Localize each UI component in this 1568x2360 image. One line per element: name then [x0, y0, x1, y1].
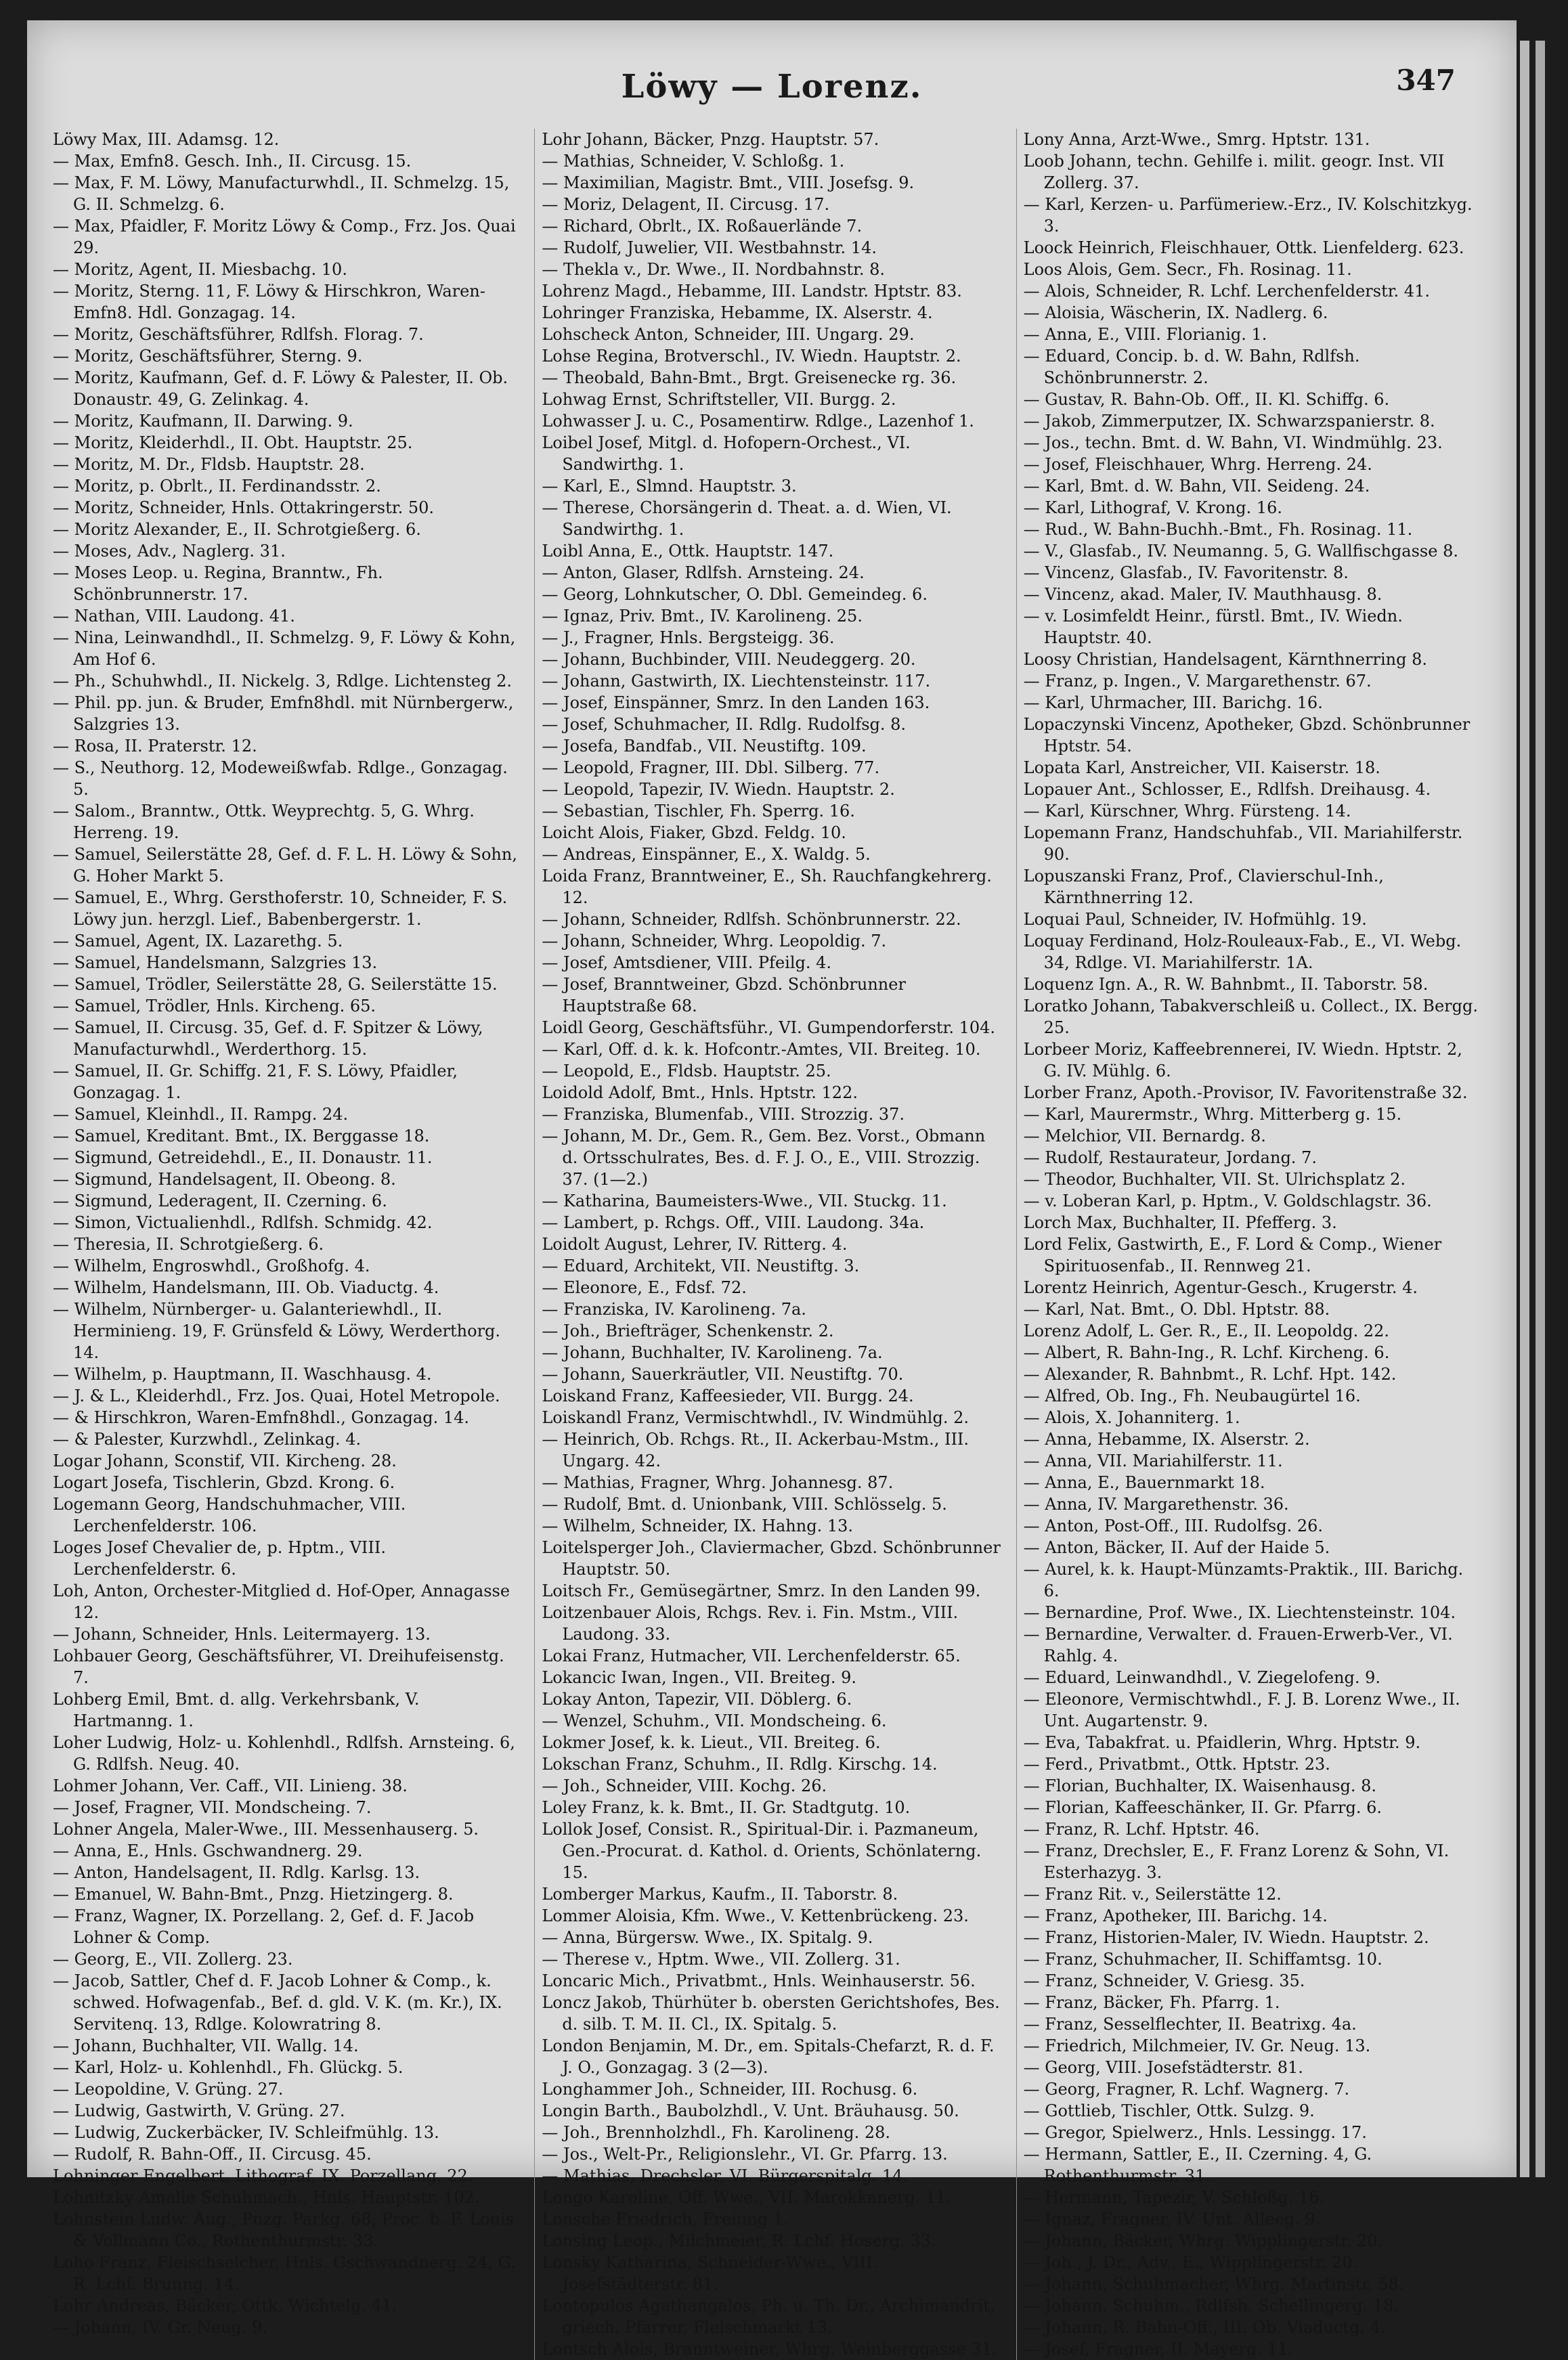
directory-entry: — Franz, Historien-Maler, IV. Wiedn. Hauptstr. 2. [1023, 1928, 1429, 1947]
directory-entry: — Franz, R. Lchf. Hptstr. 46. [1023, 1820, 1260, 1839]
directory-entry: — Eduard, Concip. b. d. W. Bahn, Rdlfsh. Schönbrunnerstr. 2. [1023, 347, 1360, 387]
directory-entry: — Mathias, Drechsler, VI. Bürgerspitalg. 14. [542, 2166, 909, 2185]
directory-entry: — J. & L., Kleiderhdl., Frz. Jos. Quai, Hotel Metropole. [53, 1386, 500, 1405]
directory-entry: — Leopold, Tapezir, IV. Wiedn. Hauptstr. 2. [542, 780, 895, 799]
directory-entry: — Moritz, Geschäftsführer, Sterng. 9. [53, 347, 363, 366]
directory-entry: Loncaric Mich., Privatbmt., Hnls. Weinhauserstr. 56. [542, 1971, 976, 1990]
directory-entry: — Moritz, Schneider, Hnls. Ottakringerstr. 50. [53, 498, 435, 517]
directory-entry: Lorenz Adolf, L. Ger. R., E., II. Leopoldg. 22. [1023, 1321, 1390, 1340]
directory-entry: — Simon, Victualienhdl., Rdlfsh. Schmidg. 42. [53, 1213, 433, 1232]
directory-entry: Lohr Johann, Bäcker, Pnzg. Hauptstr. 57. [542, 130, 879, 149]
directory-entry: Lohnstein Ludw. Aug., Pnzg. Parkg. 68, Proc. b. F. Louis & Vollmann Co., Rothenthurmstr. 33. [53, 2210, 515, 2250]
directory-entry: Loncz Jakob, Thürhüter b. obersten Gerichtshofes, Bes. d. silb. T. M. II. Cl., IX. Spitalg. 5. [542, 1993, 1000, 2034]
page-header [27, 47, 1517, 122]
directory-entry: — Samuel, Trödler, Seilerstätte 28, G. Seilerstätte 15. [53, 975, 498, 994]
directory-entry: — Moritz Alexander, E., II. Schrotgießerg. 6. [53, 520, 421, 539]
directory-entry: — Theobald, Bahn-Bmt., Brgt. Greisenecke rg. 36. [542, 368, 957, 387]
directory-entry: — Wilhelm, Nürnberger- u. Galanteriewhdl., II. Herminieng. 19, F. Grünsfeld & Löwy, Werderthorg. 14. [53, 1300, 501, 1362]
running-head: Löwy — Lorenz. [621, 68, 923, 106]
directory-entry: — Georg, E., VII. Zollerg. 23. [53, 1950, 293, 1969]
directory-entry: — Therese, Chorsängerin d. Theat. a. d. Wien, VI. Sandwirthg. 1. [542, 498, 952, 539]
directory-entry: — Josef, Einspänner, Smrz. In den Landen 163. [542, 693, 930, 712]
directory-entry: — Samuel, Seilerstätte 28, Gef. d. F. L. H. Löwy & Sohn, G. Hoher Markt 5. [53, 845, 517, 886]
directory-columns [53, 129, 1483, 2359]
directory-entry: Logart Josefa, Tischlerin, Gbzd. Krong. 6. [53, 1473, 395, 1492]
directory-entry: Loitsch Fr., Gemüsegärtner, Smrz. In den Landen 99. [542, 1581, 981, 1600]
directory-entry: — Johann, M. Dr., Gem. R., Gem. Bez. Vorst., Obmann d. Ortsschulrates, Bes. d. F. J. O., E., VIII. Strozzig. 37. (1—2.) [542, 1127, 986, 1189]
directory-entry: — Samuel, II. Circusg. 35, Gef. d. F. Spitzer & Löwy, Manufacturwhdl., Werderthorg. 15. [53, 1018, 483, 1059]
directory-entry: — Samuel, Kreditant. Bmt., IX. Berggasse 18. [53, 1127, 430, 1145]
directory-entry: — Leopold, E., Fldsb. Hauptstr. 25. [542, 1062, 831, 1080]
directory-entry: Lony Anna, Arzt-Wwe., Smrg. Hptstr. 131. [1023, 130, 1370, 149]
directory-entry: — Jos., techn. Bmt. d. W. Bahn, VI. Windmühlg. 23. [1023, 433, 1443, 452]
directory-entry: Loidolt August, Lehrer, IV. Ritterg. 4. [542, 1235, 848, 1254]
directory-entry: Loitzenbauer Alois, Rchgs. Rev. i. Fin. Mstm., VIII. Laudong. 33. [542, 1603, 959, 1644]
directory-entry: Longin Barth., Baubolzhdl., V. Unt. Bräuhausg. 50. [542, 2101, 959, 2120]
directory-entry: — Richard, Obrlt., IX. Roßauerlände 7. [542, 217, 863, 236]
directory-entry: — Sigmund, Handelsagent, II. Obeong. 8. [53, 1170, 396, 1189]
directory-entry: — Josef, Amtsdiener, VIII. Pfeilg. 4. [542, 953, 832, 972]
directory-entry: — Moritz, Agent, II. Miesbachg. 10. [53, 260, 347, 279]
directory-entry: — Rud., W. Bahn-Buchh.-Bmt., Fh. Rosinag. 11. [1023, 520, 1413, 539]
directory-entry: — Rudolf, Bmt. d. Unionbank, VIII. Schlösselg. 5. [542, 1495, 947, 1514]
directory-entry: — & Palester, Kurzwhdl., Zelinkag. 4. [53, 1430, 362, 1449]
directory-entry: — Rudolf, Juwelier, VII. Westbahnstr. 14. [542, 238, 877, 257]
directory-entry: — Katharina, Baumeisters-Wwe., VII. Stuckg. 11. [542, 1192, 947, 1210]
directory-entry: — Moritz, p. Obrlt., II. Ferdinandsstr. 2. [53, 477, 381, 496]
directory-entry: — Jacob, Sattler, Chef d. F. Jacob Lohner & Comp., k. schwed. Hofwagenfab., Bef. d. gld. V. K. (m. Kr.), IX. Servitenq. 13, Rdlge. Kolowratring 8. [53, 1971, 502, 2034]
directory-entry: Loges Josef Chevalier de, p. Hptm., VIII. Lerchenfelderstr. 6. [53, 1538, 386, 1579]
directory-entry: — Salom., Branntw., Ottk. Weyprechtg. 5, G. Whrg. Herreng. 19. [53, 802, 475, 842]
directory-entry: — Nina, Leinwandhdl., II. Schmelzg. 9, F. Löwy & Kohn, Am Hof 6. [53, 628, 516, 669]
directory-entry: Lokancic Iwan, Ingen., VII. Breiteg. 9. [542, 1668, 857, 1687]
directory-entry: — V., Glasfab., IV. Neumanng. 5, G. Wallfischgasse 8. [1023, 542, 1458, 561]
directory-entry: — Karl, Maurermstr., Whrg. Mitterberg g. 15. [1023, 1105, 1402, 1124]
directory-entry: Lontsch Alois, Branntweiner, Whrg. Weinberggasse 31. [542, 2340, 997, 2359]
directory-entry: — Johann, Schneider, Rdlfsh. Schönbrunnerstr. 22. [542, 910, 961, 929]
directory-entry: Lopauer Ant., Schlosser, E., Rdlfsh. Dreihausg. 4. [1023, 780, 1431, 799]
directory-entry: — Franz, Sesselflechter, II. Beatrixg. 4a. [1023, 2015, 1357, 2034]
directory-entry: Lohscheck Anton, Schneider, III. Ungarg. 29. [542, 325, 915, 344]
directory-entry: — Vincenz, Glasfab., IV. Favoritenstr. 8. [1023, 563, 1349, 582]
directory-entry: Lorentz Heinrich, Agentur-Gesch., Krugerstr. 4. [1023, 1278, 1418, 1297]
directory-entry: — Johann, Buchhalter, VII. Wallg. 14. [53, 2036, 359, 2055]
directory-entry: — Ph., Schuhwhdl., II. Nickelg. 3, Rdlge. Lichtensteg 2. [53, 672, 513, 691]
directory-entry: Löwy Max, III. Adamsg. 12. [53, 130, 280, 149]
directory-entry: Lohringer Franziska, Hebamme, IX. Alserstr. 4. [542, 303, 933, 322]
directory-entry: — Johann, R. Bahn-Off., III. Ob. Viaductg. 4. [1023, 2318, 1386, 2337]
directory-entry: Lohner Angela, Maler-Wwe., III. Messenhauserg. 5. [53, 1820, 479, 1839]
directory-entry: — Aurel, k. k. Haupt-Münzamts-Praktik., III. Barichg. 6. [1023, 1560, 1464, 1600]
directory-entry: — Georg, VIII. Josefstädterstr. 81. [1023, 2058, 1303, 2077]
directory-entry: — Sigmund, Getreidehdl., E., II. Donaustr. 11. [53, 1148, 433, 1167]
directory-entry: — Johann, Gastwirth, IX. Liechtensteinstr. 117. [542, 672, 931, 691]
directory-entry: — Melchior, VII. Bernardg. 8. [1023, 1127, 1266, 1145]
directory-entry: — Alois, Schneider, R. Lchf. Lerchenfelderstr. 41. [1023, 282, 1430, 301]
directory-entry: Lopemann Franz, Handschuhfab., VII. Mariahilferstr. 90. [1023, 823, 1463, 864]
directory-entry: Lord Felix, Gastwirth, E., F. Lord & Comp., Wiener Spirituosenfab., II. Rennweg 21. [1023, 1235, 1442, 1275]
column-middle [534, 129, 1001, 2360]
directory-entry: — Maximilian, Magistr. Bmt., VIII. Josefsg. 9. [542, 173, 915, 192]
directory-entry: Loob Johann, techn. Gehilfe i. milit. geogr. Inst. VII Zollerg. 37. [1023, 152, 1445, 192]
directory-entry: Loiskand Franz, Kaffeesieder, VII. Burgg. 24. [542, 1386, 914, 1405]
directory-entry: — Eduard, Architekt, VII. Neustiftg. 3. [542, 1257, 860, 1275]
directory-entry: — Samuel, E., Whrg. Gersthoferstr. 10, Schneider, F. S. Löwy jun. herzgl. Lief., Babenbergerstr. 1. [53, 888, 508, 929]
directory-entry: — Anton, Glaser, Rdlfsh. Arnsteing. 24. [542, 563, 865, 582]
directory-entry: — Ignaz, Fragner, IV. Unt. Alleeg. 9. [1023, 2210, 1321, 2229]
directory-entry: — Anna, Hebamme, IX. Alserstr. 2. [1023, 1430, 1310, 1449]
directory-entry: — Wilhelm, Schneider, IX. Hahng. 13. [542, 1516, 854, 1535]
directory-entry: — Leopoldine, V. Grüng. 27. [53, 2080, 284, 2099]
column-right [1016, 129, 1483, 2360]
directory-entry: — Sigmund, Lederagent, II. Czerning. 6. [53, 1192, 387, 1210]
directory-entry: — Eleonore, Vermischtwhdl., F. J. B. Lorenz Wwe., II. Unt. Augartenstr. 9. [1023, 1690, 1460, 1730]
directory-entry: — Georg, Lohnkutscher, O. Dbl. Gemeindeg. 6. [542, 585, 928, 604]
directory-entry: Loicht Alois, Fiaker, Gbzd. Feldg. 10. [542, 823, 846, 842]
directory-entry: Longhammer Joh., Schneider, III. Rochusg. 6. [542, 2080, 918, 2099]
directory-entry: — Florian, Buchhalter, IX. Waisenhausg. 8. [1023, 1776, 1377, 1795]
directory-entry: — Josef, Schuhmacher, II. Rdlg. Rudolfsg. 8. [542, 715, 907, 734]
directory-entry: Lohwag Ernst, Schriftsteller, VII. Burgg. 2. [542, 390, 896, 409]
directory-entry: Lopata Karl, Anstreicher, VII. Kaiserstr. 18. [1023, 758, 1380, 777]
directory-entry: Loos Alois, Gem. Secr., Fh. Rosinag. 11. [1023, 260, 1352, 279]
directory-entry: — Karl, Off. d. k. k. Hofcontr.-Amtes, VII. Breiteg. 10. [542, 1040, 981, 1059]
directory-entry: — Emanuel, W. Bahn-Bmt., Pnzg. Hietzingerg. 8. [53, 1885, 454, 1904]
directory-entry: Loquai Paul, Schneider, IV. Hofmühlg. 19. [1023, 910, 1367, 929]
page-edge [1520, 41, 1529, 2177]
directory-entry: Lonsing Leop., Milchmeier, R. Lchf. Hoserg. 33. [542, 2231, 936, 2250]
directory-entry: — Josef, Fragner, VII. Mondscheing. 7. [53, 1798, 372, 1817]
directory-entry: — Friedrich, Milchmeier, IV. Gr. Neug. 13. [1023, 2036, 1371, 2055]
directory-entry: — Moritz, Kaufmann, Gef. d. F. Löwy & Palester, II. Ob. Donaustr. 49, G. Zelinkag. 4. [53, 368, 508, 409]
directory-entry: — Franz Rit. v., Seilerstätte 12. [1023, 1885, 1282, 1904]
directory-entry: — Johann, Schneider, Hnls. Leitermayerg. 13. [53, 1625, 431, 1644]
directory-entry: Lohwasser J. u. C., Posamentirw. Rdlge., Lazenhof 1. [542, 412, 974, 431]
directory-entry: — Alois, X. Johanniterg. 1. [1023, 1408, 1240, 1427]
directory-entry: — Gregor, Spielwerz., Hnls. Lessingg. 17. [1023, 2123, 1367, 2142]
directory-entry: Loquenz Ign. A., R. W. Bahnbmt., II. Taborstr. 58. [1023, 975, 1429, 994]
directory-entry: Lorbeer Moriz, Kaffeebrennerei, IV. Wiedn. Hptstr. 2, G. IV. Mühlg. 6. [1023, 1040, 1462, 1080]
directory-entry: — Joh., Brennholzhdl., Fh. Karolineng. 28. [542, 2123, 890, 2142]
directory-entry: Lokai Franz, Hutmacher, VII. Lerchenfelderstr. 65. [542, 1646, 961, 1665]
directory-entry: Loho Franz, Fleischselcher, Hnls. Gschwandnerg. 24, G. R. Lchf. Brunng. 14. [53, 2253, 516, 2294]
directory-entry: — Josef, Fragner, II. Mayerg. 11. [1023, 2340, 1293, 2359]
directory-entry: — & Hirschkron, Waren-Emfn8hdl., Gonzagag. 14. [53, 1408, 469, 1427]
directory-entry: Lorch Max, Buchhalter, II. Pfefferg. 3. [1023, 1213, 1337, 1232]
directory-entry: — Moses, Adv., Naglerg. 31. [53, 542, 286, 561]
directory-entry: — Moritz, Sterng. 11, F. Löwy & Hirschkron, Waren-Emfn8. Hdl. Gonzagag. 14. [53, 282, 485, 322]
directory-entry: — Ludwig, Zuckerbäcker, IV. Schleifmühlg. 13. [53, 2123, 439, 2142]
directory-entry: Loidold Adolf, Bmt., Hnls. Hptstr. 122. [542, 1083, 858, 1102]
directory-entry: Loquay Ferdinand, Holz-Rouleaux-Fab., E., VI. Webg. 34, Rdlge. VI. Mariahilferstr. 1A. [1023, 932, 1462, 972]
directory-entry: — Anna, VII. Mariahilferstr. 11. [1023, 1451, 1283, 1470]
directory-entry: — Georg, Fragner, R. Lchf. Wagnerg. 7. [1023, 2080, 1350, 2099]
directory-entry: — Franziska, Blumenfab., VIII. Strozzig. 37. [542, 1105, 905, 1124]
directory-entry: — Bernardine, Prof. Wwe., IX. Liechtensteinstr. 104. [1023, 1603, 1456, 1622]
directory-entry: — Therese v., Hptm. Wwe., VII. Zollerg. 31. [542, 1950, 900, 1969]
directory-entry: Lohrenz Magd., Hebamme, III. Landstr. Hptstr. 83. [542, 282, 962, 301]
directory-entry: Lonsky Katharina, Schneider-Wwe., VIII. Josefstädterstr. 81. [542, 2253, 878, 2294]
directory-entry: — J., Fragner, Hnls. Bergsteigg. 36. [542, 628, 835, 647]
directory-entry: Lokmer Josef, k. k. Lieut., VII. Breiteg. 6. [542, 1733, 881, 1752]
directory-entry: — v. Losimfeldt Heinr., fürstl. Bmt., IV. Wiedn. Hauptstr. 40. [1023, 607, 1403, 647]
page-number: 347 [1396, 64, 1456, 97]
directory-entry: — Eduard, Leinwandhdl., V. Ziegelofeng. 9. [1023, 1668, 1381, 1687]
directory-entry: — Phil. pp. jun. & Bruder, Emfn8hdl. mit Nürnbergerw., Salzgries 13. [53, 693, 514, 734]
directory-entry: — Samuel, Handelsmann, Salzgries 13. [53, 953, 378, 972]
directory-entry: Lommer Aloisia, Kfm. Wwe., V. Kettenbrückeng. 23. [542, 1906, 969, 1925]
directory-entry: Loher Ludwig, Holz- u. Kohlenhdl., Rdlfsh. Arnsteing. 6, G. Rdlfsh. Neug. 40. [53, 1733, 515, 1774]
directory-entry: — Moritz, M. Dr., Fldsb. Hauptstr. 28. [53, 455, 365, 474]
page-edge [1536, 41, 1545, 2177]
directory-entry: — Theodor, Buchhalter, VII. St. Ulrichsplatz 2. [1023, 1170, 1406, 1189]
directory-entry: — Moritz, Geschäftsführer, Rdlfsh. Florag. 7. [53, 325, 424, 344]
directory-entry: Lokay Anton, Tapezir, VII. Döblerg. 6. [542, 1690, 852, 1709]
directory-entry: — Johann, Schneider, Whrg. Leopoldig. 7. [542, 932, 887, 950]
directory-entry: — Anna, IV. Margarethenstr. 36. [1023, 1495, 1289, 1514]
directory-entry: — Moses Leop. u. Regina, Branntw., Fh. Schönbrunnerstr. 17. [53, 563, 383, 604]
directory-entry: — Hermann, Sattler, E., II. Czerning. 4, G. Rothenthurmstr. 31. [1023, 2145, 1372, 2185]
directory-entry: — Rosa, II. Praterstr. 12. [53, 737, 257, 756]
column-left [53, 129, 519, 2360]
directory-entry: — Thekla v., Dr. Wwe., II. Nordbahnstr. 8. [542, 260, 886, 279]
directory-entry: Loida Franz, Branntweiner, E., Sh. Rauchfangkehrerg. 12. [542, 867, 992, 907]
directory-entry: — Rudolf, R. Bahn-Off., II. Circusg. 45. [53, 2145, 372, 2164]
directory-entry: — Franz, p. Ingen., V. Margarethenstr. 67. [1023, 672, 1372, 691]
directory-entry: Loibel Josef, Mitgl. d. Hofopern-Orchest., VI. Sandwirthg. 1. [542, 433, 911, 474]
directory-entry: Loratko Johann, Tabakverschleiß u. Collect., IX. Bergg. 25. [1023, 997, 1478, 1037]
directory-entry: Lohbauer Georg, Geschäftsführer, VI. Dreihufeisenstg. 7. [53, 1646, 504, 1687]
directory-entry: — Aloisia, Wäscherin, IX. Nadlerg. 6. [1023, 303, 1328, 322]
directory-entry: Loiskandl Franz, Vermischtwhdl., IV. Windmühlg. 2. [542, 1408, 969, 1427]
directory-entry: — Heinrich, Ob. Rchgs. Rt., II. Ackerbau-Mstm., III. Ungarg. 42. [542, 1430, 970, 1470]
directory-entry: Lollok Josef, Consist. R., Spiritual-Dir. i. Pazmaneum, Gen.-Procurat. d. Kathol. d. Orients, Schönlaterng. 15. [542, 1820, 982, 1882]
directory-entry: Loibl Anna, E., Ottk. Hauptstr. 147. [542, 542, 834, 561]
directory-entry: Logemann Georg, Handschuhmacher, VIII. Lerchenfelderstr. 106. [53, 1495, 406, 1535]
directory-entry: Lohmer Johann, Ver. Caff., VII. Linieng. 38. [53, 1776, 408, 1795]
directory-entry: — Joh., J. Dr., Adv., E., Wipplingerstr. 20. [1023, 2253, 1358, 2272]
directory-entry: Lomberger Markus, Kaufm., II. Taborstr. 8. [542, 1885, 898, 1904]
directory-entry: — Moritz, Kaufmann, II. Darwing. 9. [53, 412, 353, 431]
directory-entry: — Nathan, VIII. Laudong. 41. [53, 607, 295, 626]
directory-entry: — Bernardine, Verwalter. d. Frauen-Erwerb-Ver., VI. Rahlg. 4. [1023, 1625, 1453, 1665]
directory-entry: — Johann, Bäcker, Whrg. Wipplingerstr. 20. [1023, 2231, 1383, 2250]
directory-entry: — Albert, R. Bahn-Ing., R. Lchf. Kircheng. 6. [1023, 1343, 1390, 1362]
directory-entry: — Karl, Kerzen- u. Parfümeriew.-Erz., IV. Kolschitzkyg. 3. [1023, 195, 1473, 236]
directory-entry: — Karl, Kürschner, Whrg. Fürsteng. 14. [1023, 802, 1351, 821]
directory-entry: — Franz, Schneider, V. Griesg. 35. [1023, 1971, 1305, 1990]
directory-entry: — Anna, E., Bauernmarkt 18. [1023, 1473, 1265, 1492]
directory-entry: Lontopulos Agathangalos, Ph. u. Th. Dr., Archimandrit, griech. Pfarrer, Fleischmarkt 13. [542, 2296, 995, 2337]
directory-entry: — Sebastian, Tischler, Fh. Sperrg. 16. [542, 802, 855, 821]
directory-entry: Loitelsperger Joh., Claviermacher, Gbzd. Schönbrunner Hauptstr. 50. [542, 1538, 1001, 1579]
directory-entry: — Max, F. M. Löwy, Manufacturwhdl., II. Schmelzg. 15, G. II. Schmelzg. 6. [53, 173, 510, 214]
directory-entry: Lopuszanski Franz, Prof., Clavierschul-Inh., Kärnthnerring 12. [1023, 867, 1384, 907]
directory-entry: Lorber Franz, Apoth.-Provisor, IV. Favoritenstraße 32. [1023, 1083, 1468, 1102]
directory-entry: — Johann, Schuhm., Rdlfsh. Schellingerg. 18. [1023, 2296, 1399, 2315]
directory-entry: — Mathias, Fragner, Whrg. Johannesg. 87. [542, 1473, 894, 1492]
directory-entry: Loosy Christian, Handelsagent, Kärnthnerring 8. [1023, 650, 1428, 669]
directory-entry: — Samuel, Agent, IX. Lazarethg. 5. [53, 932, 343, 950]
directory-entry: Lohse Regina, Brotverschl., IV. Wiedn. Hauptstr. 2. [542, 347, 961, 366]
directory-entry: — Johann, Buchhalter, IV. Karolineng. 7a. [542, 1343, 883, 1362]
directory-entry: — Jos., Welt-Pr., Religionslehr., VI. Gr. Pfarrg. 13. [542, 2145, 948, 2164]
directory-entry: — Karl, Lithograf, V. Krong. 16. [1023, 498, 1283, 517]
directory-entry: Loock Heinrich, Fleischhauer, Ottk. Lienfelderg. 623. [1023, 238, 1464, 257]
directory-entry: — Johann, IV. Gr. Neug. 9. [53, 2318, 267, 2337]
directory-entry: Lohninger Engelbert, Lithograf, IX. Porzellang. 22. [53, 2166, 473, 2185]
directory-entry: — Wenzel, Schuhm., VII. Mondscheing. 6. [542, 1711, 887, 1730]
directory-entry: — Josef, Fleischhauer, Whrg. Herreng. 24. [1023, 455, 1372, 474]
directory-entry: — Samuel, Trödler, Hnls. Kircheng. 65. [53, 997, 376, 1015]
directory-entry: — Anton, Post-Off., III. Rudolfsg. 26. [1023, 1516, 1324, 1535]
directory-entry: Loley Franz, k. k. Bmt., II. Gr. Stadtgutg. 10. [542, 1798, 911, 1817]
directory-entry: — Lambert, p. Rchgs. Off., VIII. Laudong. 34a. [542, 1213, 925, 1232]
directory-entry: London Benjamin, M. Dr., em. Spitals-Chefarzt, R. d. F. J. O., Gonzagag. 3 (2—3). [542, 2036, 995, 2077]
directory-entry: Loh, Anton, Orchester-Mitglied d. Hof-Oper, Annagasse 12. [53, 1581, 510, 1622]
directory-entry: Longo Karoline, Off. Wwe., VII. Marokkanerg. 11. [542, 2188, 952, 2207]
directory-entry: Lohberg Emil, Bmt. d. allg. Verkehrsbank, V. Hartmanng. 1. [53, 1690, 420, 1730]
directory-entry: — Anton, Bäcker, II. Auf der Haide 5. [1023, 1538, 1330, 1557]
directory-entry: — Johann, Schuhmacher, Whrg. Martinstr. 58. [1023, 2275, 1404, 2294]
directory-page [27, 20, 1517, 2359]
directory-entry: Lohr Andreas, Bäcker, Ottk. Wichtelg. 41. [53, 2296, 397, 2315]
directory-entry: — Anna, E., VIII. Florianig. 1. [1023, 325, 1267, 344]
directory-entry: — Franziska, IV. Karolineng. 7a. [542, 1300, 806, 1319]
directory-entry: — Leopold, Fragner, III. Dbl. Silberg. 77. [542, 758, 880, 777]
directory-entry: — Moriz, Delagent, II. Circusg. 17. [542, 195, 830, 214]
directory-entry: — Alfred, Ob. Ing., Fh. Neubaugürtel 16. [1023, 1386, 1361, 1405]
directory-entry: — Max, Emfn8. Gesch. Inh., II. Circusg. 15. [53, 152, 412, 171]
directory-entry: — Gottlieb, Tischler, Ottk. Sulzg. 9. [1023, 2101, 1315, 2120]
directory-entry: — Max, Pfaidler, F. Moritz Löwy & Comp., Frz. Jos. Quai 29. [53, 217, 516, 257]
directory-entry: — Johann, Sauerkräutler, VII. Neustiftg. 70. [542, 1365, 904, 1384]
directory-entry: — Gustav, R. Bahn-Ob. Off., II. Kl. Schiffg. 6. [1023, 390, 1390, 409]
directory-entry: Lonsche Friedrich, Freiung 1. [542, 2210, 789, 2229]
directory-entry: Lopaczynski Vincenz, Apotheker, Gbzd. Schönbrunner Hptstr. 54. [1023, 715, 1471, 756]
directory-entry: — Wilhelm, Handelsmann, III. Ob. Viaductg. 4. [53, 1278, 439, 1297]
directory-entry: — Franz, Wagner, IX. Porzellang. 2, Gef. d. F. Jacob Lohner & Comp. [53, 1906, 475, 1947]
directory-entry: — Samuel, Kleinhdl., II. Rampg. 24. [53, 1105, 349, 1124]
directory-entry: — Anton, Handelsagent, II. Rdlg. Karlsg. 13. [53, 1863, 420, 1882]
directory-entry: — Josefa, Bandfab., VII. Neustiftg. 109. [542, 737, 867, 756]
directory-entry: — Joh., Briefträger, Schenkenstr. 2. [542, 1321, 834, 1340]
directory-entry: — Theresia, II. Schrotgießerg. 6. [53, 1235, 324, 1254]
directory-entry: — Ignaz, Priv. Bmt., IV. Karolineng. 25. [542, 607, 863, 626]
directory-entry: — Joh., Schneider, VIII. Kochg. 26. [542, 1776, 827, 1795]
directory-entry: — Vincenz, akad. Maler, IV. Mauthhausg. 8. [1023, 585, 1382, 604]
directory-entry: — Franz, Schuhmacher, II. Schiffamtsg. 10. [1023, 1950, 1382, 1969]
directory-entry: — S., Neuthorg. 12, Modeweißwfab. Rdlge., Gonzagag. 5. [53, 758, 508, 799]
directory-entry: — Franz, Drechsler, E., F. Franz Lorenz & Sohn, VI. Esterhazyg. 3. [1023, 1841, 1450, 1882]
directory-entry: — Wilhelm, Engroswhdl., Großhofg. 4. [53, 1257, 370, 1275]
directory-entry: — Alexander, R. Bahnbmt., R. Lchf. Hpt. 142. [1023, 1365, 1397, 1384]
directory-entry: Logar Johann, Sconstif, VII. Kircheng. 28. [53, 1451, 397, 1470]
directory-entry: — Karl, E., Slmnd. Hauptstr. 3. [542, 477, 797, 496]
directory-entry: — Anna, E., Hnls. Gschwandnerg. 29. [53, 1841, 363, 1860]
directory-entry: — Karl, Bmt. d. W. Bahn, VII. Seideng. 24. [1023, 477, 1370, 496]
directory-entry: — Florian, Kaffeeschänker, II. Gr. Pfarrg. 6. [1023, 1798, 1382, 1817]
directory-entry: — Moritz, Kleiderhdl., II. Obt. Hauptstr. 25. [53, 433, 413, 452]
directory-entry: — Karl, Nat. Bmt., O. Dbl. Hptstr. 88. [1023, 1300, 1330, 1319]
directory-entry: — Wilhelm, p. Hauptmann, II. Waschhausg. 4. [53, 1365, 432, 1384]
directory-entry: — Eleonore, E., Fdsf. 72. [542, 1278, 747, 1297]
directory-entry: — Josef, Branntweiner, Gbzd. Schönbrunner Hauptstraße 68. [542, 975, 906, 1015]
directory-entry: Lohnitzky Amalie Schuhmach., Hnls. Hauptstr. 102. [53, 2188, 480, 2207]
directory-entry: — Ludwig, Gastwirth, V. Grüng. 27. [53, 2101, 345, 2120]
directory-entry: — Jakob, Zimmerputzer, IX. Schwarzspanierstr. 8. [1023, 412, 1435, 431]
directory-entry: — Eva, Tabakfrat. u. Pfaidlerin, Whrg. Hptstr. 9. [1023, 1733, 1421, 1752]
directory-entry: — Hermann, Tapezir, V. Schloßg. 16. [1023, 2188, 1325, 2207]
directory-entry: — Franz, Bäcker, Fh. Pfarrg. 1. [1023, 1993, 1280, 2012]
directory-entry: Loidl Georg, Geschäftsführ., VI. Gumpendorferstr. 104. [542, 1018, 996, 1037]
directory-entry: — v. Loberan Karl, p. Hptm., V. Goldschlagstr. 36. [1023, 1192, 1432, 1210]
directory-entry: — Samuel, II. Gr. Schiffg. 21, F. S. Löwy, Pfaidler, Gonzagag. 1. [53, 1062, 458, 1102]
directory-entry: — Rudolf, Restaurateur, Jordang. 7. [1023, 1148, 1317, 1167]
directory-entry: — Ferd., Privatbmt., Ottk. Hptstr. 23. [1023, 1755, 1330, 1774]
directory-entry: Lokschan Franz, Schuhm., II. Rdlg. Kirschg. 14. [542, 1755, 938, 1774]
directory-entry: — Johann, Buchbinder, VIII. Neudeggerg. 20. [542, 650, 916, 669]
directory-entry: — Karl, Uhrmacher, III. Barichg. 16. [1023, 693, 1323, 712]
directory-entry: — Anna, Bürgersw. Wwe., IX. Spitalg. 9. [542, 1928, 873, 1947]
directory-entry: — Andreas, Einspänner, E., X. Waldg. 5. [542, 845, 871, 864]
directory-entry: — Karl, Holz- u. Kohlenhdl., Fh. Glückg. 5. [53, 2058, 404, 2077]
directory-entry: — Mathias, Schneider, V. Schloßg. 1. [542, 152, 845, 171]
directory-entry: — Franz, Apotheker, III. Barichg. 14. [1023, 1906, 1328, 1925]
